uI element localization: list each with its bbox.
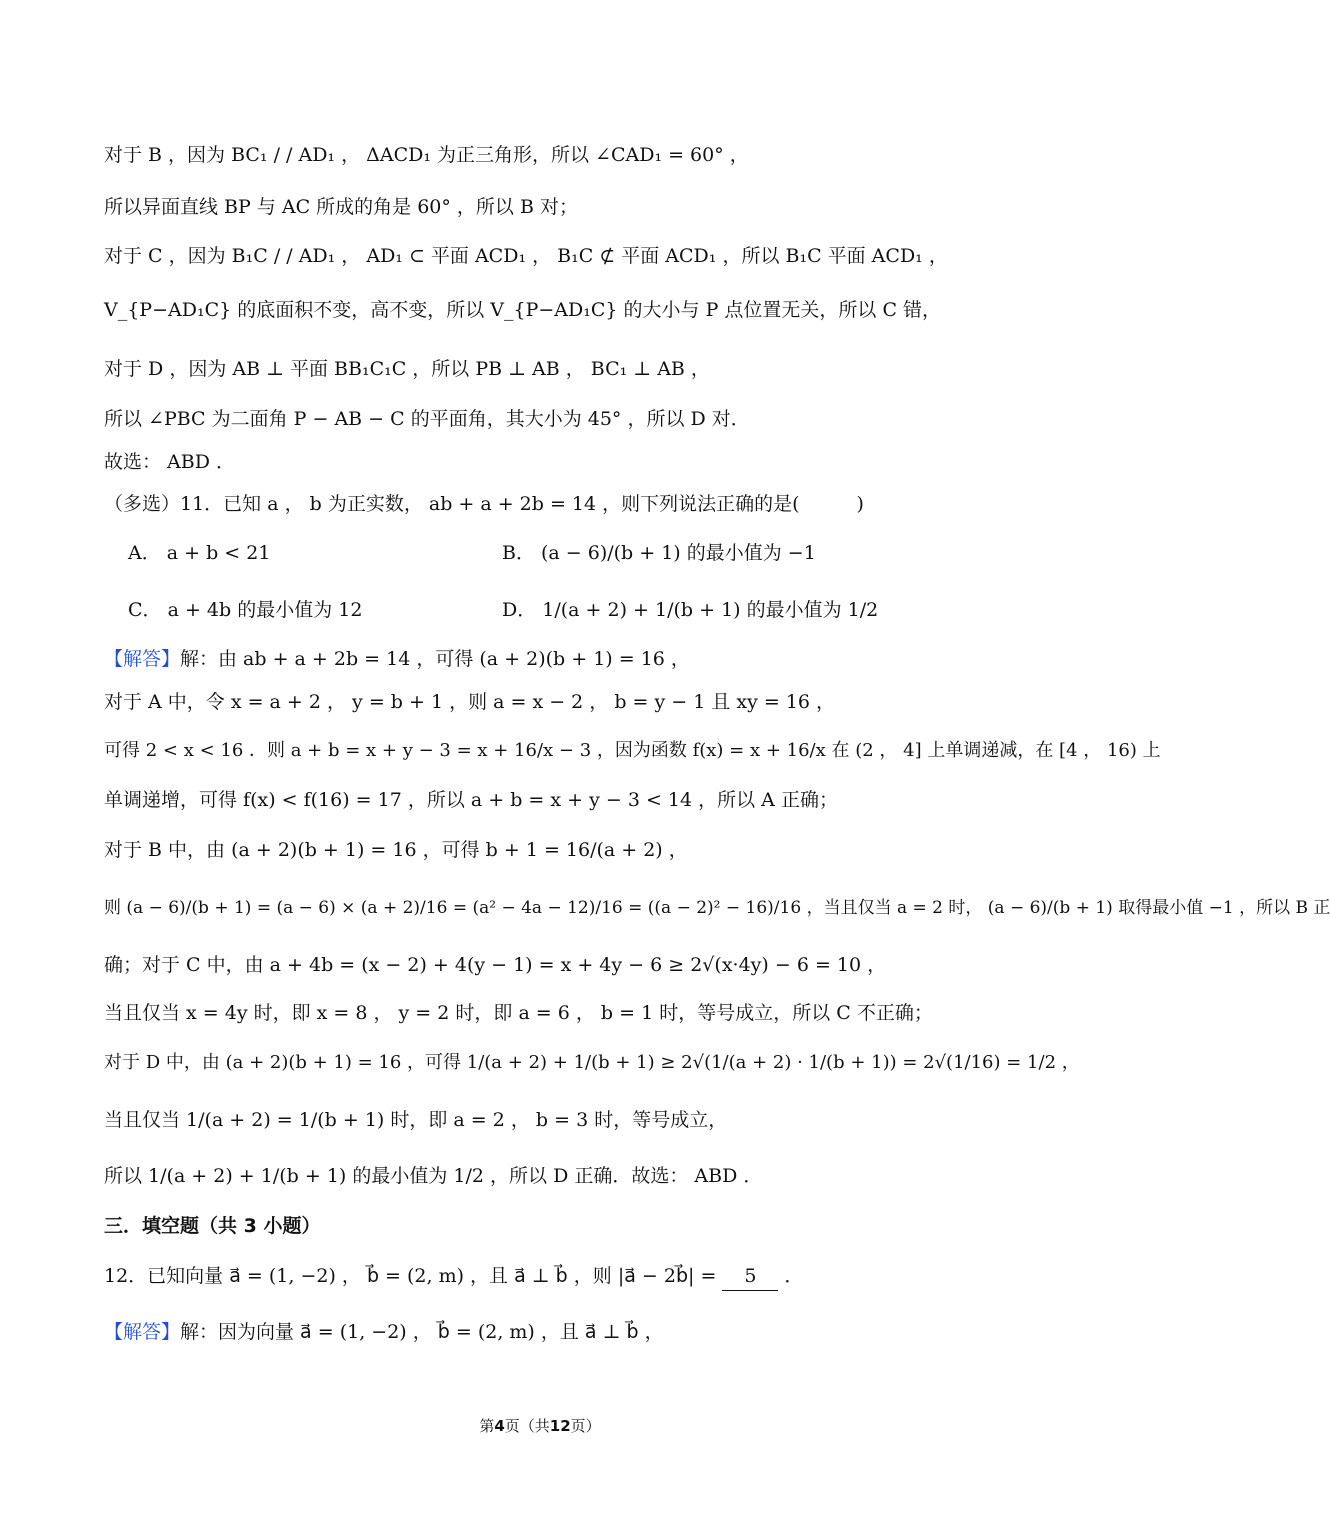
- text-line: 所以异面直线 BP 与 AC 所成的角是 60° ，所以 B 对；: [104, 196, 578, 218]
- solution-11-first-line: [104, 645, 980, 673]
- text-line: 所以 ∠PBC 为二面角 P − AB − C 的平面角，其大小为 45° ，所以 D 对．: [104, 408, 750, 430]
- answer-tag: 【解答】: [104, 1321, 181, 1343]
- text-line: V_{P−AD₁C} 的底面积不变，高不变，所以 V_{P−AD₁C} 的大小与 P 点位置无关，所以 C 错，: [104, 299, 942, 321]
- choice-b: B． (a − 6)/(b + 1) 的最小值为 −1: [502, 542, 816, 564]
- choice-c: C． a + 4b 的最小值为 12: [128, 599, 363, 621]
- footer-middle: 页（共: [504, 1417, 550, 1435]
- page-total: 12: [549, 1417, 571, 1435]
- solution-line: 确；对于 C 中，由 a + 4b = (x − 2) + 4(y − 1) = x + 4y − 6 ≥ 2√(x·4y) − 6 = 10 ，: [104, 954, 887, 976]
- text-line: 对于 C ，因为 B₁C / / AD₁ ， AD₁ ⊂ 平面 ACD₁ ， B₁C ⊄ 平面 ACD₁ ，所以 B₁C 平面 ACD₁ ，: [104, 245, 948, 267]
- page-footer: [0, 1415, 1080, 1436]
- solution-line: 则 (a − 6)/(b + 1) = (a − 6) × (a + 2)/16 = (a² − 4a − 12)/16 = ((a − 2)² − 16)/16 ，当且仅当 a = 2 时， (a − 6)/(b + 1) 取得最小值 −1 ，所以 B 正: [104, 898, 1330, 918]
- page-number: 4: [494, 1417, 505, 1435]
- footer-suffix: 页）: [570, 1417, 601, 1435]
- solution-line: 当且仅当 1/(a + 2) = 1/(b + 1) 时，即 a = 2 ， b = 3 时，等号成立，: [104, 1109, 728, 1131]
- choice-d: D． 1/(a + 2) + 1/(b + 1) 的最小值为 1/2: [502, 599, 879, 621]
- solution-line: 所以 1/(a + 2) + 1/(b + 1) 的最小值为 1/2 ，所以 D 正确．故选： ABD ．: [104, 1165, 763, 1187]
- solution-12-line: [104, 1318, 980, 1346]
- text-line: 对于 B ，因为 BC₁ / / AD₁ ， ΔACD₁ 为正三角形，所以 ∠CAD₁ = 60° ，: [104, 144, 749, 166]
- answer-tag: 【解答】: [104, 648, 181, 670]
- question-12-stem: [104, 1262, 980, 1291]
- footer-prefix: 第: [479, 1417, 495, 1435]
- choice-a: A． a + b < 21: [128, 542, 271, 564]
- text-line: 对于 D ，因为 AB ⊥ 平面 BB₁C₁C ，所以 PB ⊥ AB ， BC₁ ⊥ AB ，: [104, 358, 710, 380]
- question-11-stem: （多选）11．已知 a ， b 为正实数， ab + a + 2b = 14 ，则下列说法正确的是( ): [104, 493, 864, 515]
- solution-line: 对于 B 中，由 (a + 2)(b + 1) = 16 ，可得 b + 1 = 16/(a + 2) ，: [104, 839, 688, 861]
- solution-line: 当且仅当 x = 4y 时，即 x = 8 ， y = 2 时，即 a = 6 ， b = 1 时，等号成立，所以 C 不正确；: [104, 1002, 933, 1024]
- question-12-end: ．: [784, 1265, 804, 1287]
- solution-line: 对于 A 中，令 x = a + 2 ， y = b + 1 ，则 a = x − 2 ， b = y − 1 且 xy = 16 ，: [104, 691, 836, 713]
- solution-text: 解：因为向量 a⃗ = (1, −2) ， b⃗ = (2, m) ，且 a⃗ ⊥ b⃗ ，: [180, 1321, 664, 1343]
- solution-text: 解：由 ab + a + 2b = 14 ，可得 (a + 2)(b + 1) = 16 ，: [180, 648, 690, 670]
- text-line: 故选： ABD ．: [104, 451, 235, 473]
- question-12-text: 12．已知向量 a⃗ = (1, −2) ， b⃗ = (2, m) ，且 a⃗ ⊥ b⃗ ，则 |a⃗ − 2b⃗| =: [104, 1265, 717, 1287]
- answer-blank: 5: [722, 1262, 778, 1291]
- solution-line: 单调递增，可得 f(x) < f(16) = 17 ，所以 a + b = x + y − 3 < 14 ，所以 A 正确；: [104, 789, 838, 811]
- solution-line: 对于 D 中，由 (a + 2)(b + 1) = 16 ，可得 1/(a + 2) + 1/(b + 1) ≥ 2√(1/(a + 2) · 1/(b + 1)) = 2√(1/16) = 1/2 ，: [104, 1052, 1080, 1073]
- section-heading: 三．填空题（共 3 小题）: [104, 1215, 321, 1237]
- solution-line: 可得 2 < x < 16 ．则 a + b = x + y − 3 = x + 16/x − 3 ，因为函数 f(x) = x + 16/x 在 (2 ， 4] 上单调递减，在 [4 ， 16) 上: [104, 740, 1161, 761]
